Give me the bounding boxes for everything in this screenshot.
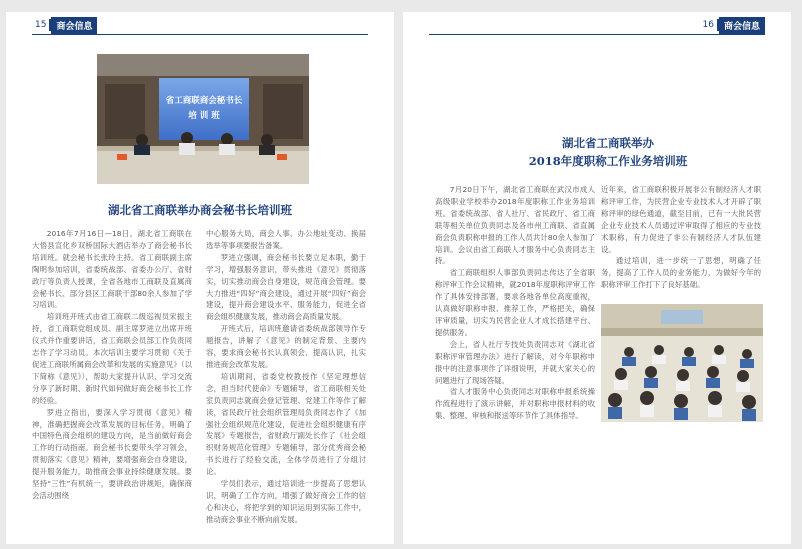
- right-column-2: [601, 184, 761, 296]
- left-column-1: [32, 228, 192, 544]
- training-photo: [601, 304, 763, 422]
- paragraph: 省人才服务中心负责同志对职称申报系统操作流程进行了演示讲解，并对职称申报材料的收集、整理、审核和报送等环节作了具体指导。: [435, 387, 595, 421]
- left-column-2: [206, 228, 366, 544]
- paragraph: 会上，省人社厅专技处负责同志对《湖北省职称评审管理办法》进行了解读，对今年职称申报中的注意事项作了详细说明，并就大家关心的问题进行了现场答疑。: [435, 339, 595, 385]
- paragraph: 学员们表示，通过培训进一步提高了思想认识，明确了工作方向，增强了做好商会工作的信心和决心，将把学到的知识运用到实际工作中，推动商会事业不断向前发展。: [206, 479, 366, 524]
- right-column-1: [435, 184, 595, 544]
- paragraph: 培训班开班式由省工商联二级巡视员宋振主持，省工商联党组成员、副主席罗进立出席开班仪式并作重要讲话，省工商联会员部工作负责同志作了学习动员。本次培训主要学习贯彻《关于促进工商联所属商会改革和发展的实施意见》（以下简称《意见》），帮助大家提升认识、学习交流分享了新时期、新时代如何做好商会秘书长工作的经验。: [32, 312, 192, 405]
- page-number: 15: [35, 20, 47, 30]
- left-page: [6, 12, 394, 544]
- header-rule: [32, 34, 368, 35]
- left-page-header: [32, 16, 97, 34]
- conference-photo: [97, 54, 309, 184]
- section-label: 商会信息: [719, 17, 765, 34]
- paragraph: 中心服务大局，商会人事、办公地址变动、换届选举等事项要报告备案。: [206, 229, 366, 250]
- paragraph: 开班式后，培训班邀请省委统战部领导作专题报告，讲解了《意见》的制定背景、主要内容，要求商会秘书长认真领会、提高认识，扎实推进商会改革发展。: [206, 324, 366, 369]
- right-page: [403, 12, 791, 544]
- photo-banner-line2: 培 训 班: [188, 111, 220, 121]
- article-headline-line1: 湖北省工商联举办: [562, 136, 654, 150]
- section-label: 商会信息: [51, 17, 97, 34]
- article-headline: 湖北省工商联举办商会秘书长培训班: [108, 203, 292, 217]
- paragraph: 通过培训，进一步统一了思想，明确了任务，提高了工作人员的业务能力，为做好今年的职称评审工作打下了良好基础。: [601, 256, 761, 290]
- article-headline-line2: 2018年度职称工作业务培训班: [528, 154, 688, 168]
- paragraph: 罗进立强调，商会秘书长要立足本职，勤于学习，增强服务意识，带头推进《意见》贯彻落实，切实推动商会自身建设，规范商会管理。要大力推进“四好”商会建设，通过开展“四好”商会建设，提升商会建设水平、服务能力，促进全省商会组织健康发展，推动商会高质量发展。: [206, 252, 366, 322]
- paragraph: 近年来，省工商联积极开展非公有制经济人才职称评审工作，为民营企业专业技术人才开辟了职称评审的绿色通道，截至目前，已有一大批民营企业专业技术人员通过评审取得了相应的专业技术职称，有力促进了非公有制经济人才队伍建设。: [601, 185, 761, 254]
- paragraph: 2016年7月16日—18日，湖北省工商联在大悟县宣化乡双桥国际大酒店举办了商会秘书长培训班。就会秘书长张玲主持。省工商联副主席陶明参加培训，省委统战部、省委办公厅、省财政厅等负责人授课，全省各地市工商联及直属商会秘书长、部分县区工商联干部80余人参加了学习培训。: [32, 229, 192, 310]
- paragraph: 省工商联组织人事部负责同志传达了全省职称评审工作会议精神，就2018年度职称评审工作作了具体安排部署，要求各地各单位高度重视，认真做好职称申报、推荐工作，严格把关，确保评审质量，切实为民营企业人才成长搭建平台、提供服务。: [435, 268, 595, 337]
- photo-banner-line1: 省工商联商会秘书长: [165, 96, 243, 106]
- right-page-header: [700, 16, 765, 34]
- paragraph: 罗进立指出，要深入学习贯彻《意见》精神，准确把握商会改革发展的目标任务，明确了中国特色商会组织的建设方向，是当前做好商会工作的行动指南。商会秘书长要带头学习领会，贯彻落实《意见》精神，要增强商会自身建设，提升服务能力，助推商会事业持续健康发展。要坚持“三性”有机统一，要讲政治讲规矩，确保商会活动围绕: [32, 407, 192, 500]
- paragraph: 培训期间，省委党校教授作《坚定理想信念，担当时代使命》专题辅导，省工商联相关处室负责同志就商会登记管理、党建工作等作了解读，省民政厅社会组织管理局负责同志作了《加强社会组织规范化建设，促进社会组织健康有序发展》专题报告，省财政厅副处长作了《社会组织财务规范化管理》专题辅导，部分优秀商会秘书长进行了经验交流，全体学员进行了分组讨论。: [206, 371, 366, 477]
- header-rule: [429, 34, 765, 35]
- page-number: 16: [702, 20, 714, 30]
- paragraph: 7月20日下午，湖北省工商联在武汉市成人高级职业学校举办2018年度职称工作业务培训班。省委统战部、省人社厅、省民政厅、省工商联等相关单位负责同志及各市州工商联、省直属商会负责职称申报的工作人员共计80余人参加了培训。会议由省工商联人才服务中心负责同志主持。: [435, 185, 595, 266]
